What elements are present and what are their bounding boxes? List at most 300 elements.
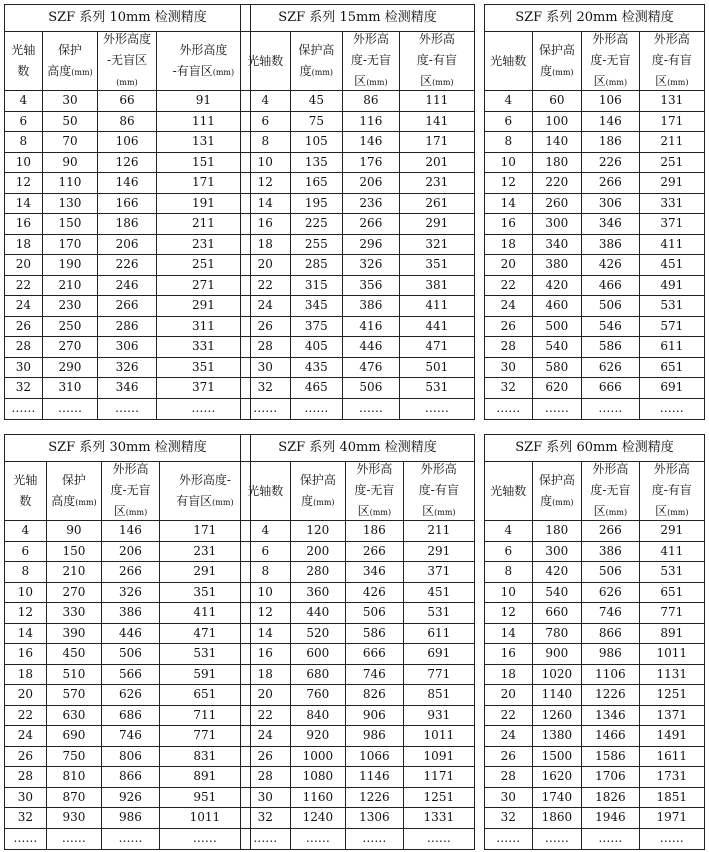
column-header-text: 光轴数 (490, 53, 527, 68)
table-cell: 1346 (582, 706, 639, 726)
column-header (160, 462, 250, 520)
table-row (485, 644, 704, 665)
table-cell: 346 (582, 214, 639, 234)
table-cell: 531 (193, 646, 217, 660)
column-header (582, 32, 639, 90)
table-body (485, 521, 704, 849)
table-cell: 28 (485, 767, 533, 787)
table-row (485, 194, 704, 215)
table-cell: 22 (485, 706, 533, 726)
table-cell: 300 (533, 542, 583, 562)
table-cell: …… (343, 399, 400, 420)
table-cell: 4 (485, 91, 533, 111)
table-cell: 171 (191, 175, 215, 189)
table-cell: 891 (193, 769, 217, 783)
column-header-line (419, 501, 459, 520)
table-cell: 146 (98, 173, 157, 193)
table-cell: 151 (191, 154, 215, 169)
unit-label: (mm) (212, 497, 234, 507)
column-header (98, 32, 157, 90)
table-cell: 10 (5, 153, 43, 173)
table-cell: 6 (5, 112, 43, 132)
table-cell: 600 (291, 644, 347, 664)
table-cell: 8 (241, 562, 291, 582)
table-cell: 131 (660, 93, 684, 107)
column-header-text: 保护高 (298, 42, 335, 57)
table-cell: 1586 (582, 747, 639, 767)
table-title: SZF 系列 60mm 检测精度 (485, 435, 704, 462)
table-cell: 86 (343, 91, 400, 111)
column-header-text: 度-有盲 (418, 483, 459, 497)
table-cell: 12 (485, 173, 533, 193)
table-cell: 171 (425, 134, 449, 148)
table-row (485, 235, 704, 256)
table-cell: 30 (485, 358, 533, 378)
table-cell: 130 (43, 194, 99, 214)
table-cell: 14 (485, 194, 533, 214)
table-cell: …… (98, 399, 157, 420)
table-cell: 206 (98, 235, 157, 255)
table-cell: 165 (291, 173, 344, 193)
table-cell: 321 (425, 236, 449, 251)
table-cell: 611 (660, 339, 684, 353)
table-cell: 446 (102, 624, 160, 644)
table-row (5, 521, 250, 542)
table-row (485, 173, 704, 194)
table-row (485, 808, 704, 829)
table-row (485, 317, 704, 338)
table-cell: 331 (660, 195, 684, 210)
table-row (5, 296, 250, 317)
table-cell: 471 (425, 339, 449, 353)
table-row (241, 296, 474, 317)
table-row (485, 583, 704, 604)
table-cell: …… (241, 829, 291, 850)
table-cell: 450 (47, 644, 103, 664)
unit-label: (mm) (71, 67, 93, 77)
unit-label: (mm) (552, 497, 574, 507)
table-row (5, 583, 250, 604)
table-cell: 291 (193, 564, 217, 578)
table-cell: 26 (241, 747, 291, 767)
table-cell: 24 (241, 726, 291, 746)
column-header-line (652, 71, 692, 90)
table-cell: 206 (102, 542, 160, 562)
table-cell: 451 (660, 257, 684, 271)
table-cell: 570 (47, 685, 103, 705)
table-cell: 506 (343, 378, 400, 398)
table-cell: 12 (5, 603, 47, 623)
table-cell: 651 (193, 687, 217, 701)
table-cell: 1851 (656, 789, 688, 804)
table-row (485, 542, 704, 563)
table-cell: 626 (582, 358, 639, 378)
table-row (5, 399, 250, 420)
table-cell: 451 (427, 584, 451, 599)
table-cell: 6 (485, 542, 533, 562)
table-cell: 1240 (291, 808, 347, 828)
table-cell: 381 (425, 277, 449, 292)
table-cell: 1131 (656, 666, 688, 681)
table-cell: 386 (102, 603, 160, 623)
table-cell: 110 (43, 173, 99, 193)
table-cell: 32 (241, 378, 291, 398)
table-cell: 91 (195, 93, 212, 107)
table-cell: 30 (43, 91, 99, 111)
table-cell: 1620 (533, 767, 583, 787)
precision-table-1 (4, 4, 251, 420)
table-cell: …… (291, 829, 347, 850)
table-cell: 686 (102, 706, 160, 726)
table-cell: 611 (427, 625, 451, 640)
table-cell: 1171 (423, 769, 455, 783)
table-cell: 266 (343, 214, 400, 234)
table-body (485, 91, 704, 419)
table-cell: 920 (291, 726, 347, 746)
table-row (485, 132, 704, 153)
table-header-row (241, 462, 474, 521)
column-header-line (173, 61, 234, 83)
table-cell: 211 (660, 134, 684, 148)
table-cell: 18 (5, 665, 47, 685)
table-cell: 416 (343, 317, 400, 337)
table-cell: 1066 (346, 747, 404, 767)
table-cell: 120 (291, 521, 347, 541)
table-cell: 806 (102, 747, 160, 767)
table-cell: …… (5, 399, 43, 420)
unit-label: (mm) (369, 508, 392, 517)
table-row (485, 829, 704, 850)
table-cell: 531 (425, 380, 449, 394)
column-header-text: 区 (655, 74, 668, 88)
table-cell: 690 (47, 726, 103, 746)
table-cell: 231 (425, 175, 449, 189)
table-cell: 866 (582, 624, 639, 644)
table-row (485, 112, 704, 133)
table-cell: 20 (485, 255, 533, 275)
table-cell: 22 (5, 706, 47, 726)
table-cell: 540 (533, 337, 583, 357)
table-row (5, 194, 250, 215)
table-cell: 1260 (533, 706, 583, 726)
table-cell: 291 (191, 298, 215, 312)
table-cell: …… (485, 829, 533, 850)
table-cell: 255 (291, 235, 344, 255)
table-row (485, 562, 704, 583)
table-cell: 30 (5, 358, 43, 378)
table-cell: 180 (533, 521, 583, 541)
table-row (5, 276, 250, 297)
table-cell: 266 (98, 296, 157, 316)
table-title: SZF 系列 40mm 检测精度 (241, 435, 474, 462)
table-cell: 826 (346, 685, 404, 705)
table-cell: 30 (5, 788, 47, 808)
table-row (5, 829, 250, 850)
table-cell: 626 (102, 685, 160, 705)
table-cell: 6 (241, 542, 291, 562)
table-cell: 186 (346, 521, 404, 541)
table-cell: 111 (425, 93, 449, 107)
table-cell: 371 (660, 216, 684, 230)
table-cell: 210 (47, 562, 103, 582)
table-cell: 176 (343, 153, 400, 173)
table-row (5, 726, 250, 747)
table-row (5, 153, 250, 174)
table-cell: 1371 (656, 707, 688, 722)
column-header-text: 高度 (47, 63, 72, 78)
table-cell: 4 (5, 521, 47, 541)
table-row (241, 399, 474, 420)
table-cell: 440 (291, 603, 347, 623)
table-cell: 246 (98, 276, 157, 296)
table-row (5, 91, 250, 112)
table-cell: 26 (485, 317, 533, 337)
table-cell: 220 (533, 173, 583, 193)
table-cell: 746 (102, 726, 160, 746)
table-cell: 22 (241, 706, 291, 726)
table-cell: 30 (241, 358, 291, 378)
column-header-text: 保护高 (299, 472, 336, 487)
table-cell: 651 (660, 359, 684, 374)
table-cell: 571 (660, 318, 684, 333)
table-cell: 195 (291, 194, 344, 214)
table-row (241, 583, 474, 604)
table-cell: 506 (582, 562, 639, 582)
table-cell: 231 (191, 236, 215, 251)
table-cell: 326 (343, 255, 400, 275)
table-row (5, 624, 250, 645)
column-header-text: 度-无盲 (110, 483, 151, 497)
table-cell: 1251 (656, 687, 688, 701)
table-cell: 12 (241, 173, 291, 193)
table-cell: 18 (5, 235, 43, 255)
table-cell: 351 (191, 359, 215, 374)
table-cell: 510 (47, 665, 103, 685)
table-cell: 6 (241, 112, 291, 132)
column-header-text: 数 (17, 64, 30, 78)
table-cell: 200 (291, 542, 347, 562)
table-title: SZF 系列 30mm 检测精度 (5, 435, 250, 462)
table-cell: 1380 (533, 726, 583, 746)
table-cell: 411 (425, 298, 449, 312)
table-cell: 380 (533, 255, 583, 275)
column-header-text: 度-无盲 (350, 53, 391, 67)
column-header (5, 462, 47, 520)
table-cell: 291 (425, 216, 449, 230)
table-cell: 16 (5, 214, 43, 234)
column-header-text: 外形高 (420, 462, 457, 476)
table-cell: 471 (193, 625, 217, 640)
table-cell: 666 (582, 378, 639, 398)
table-row (241, 153, 474, 174)
table-cell: 270 (47, 583, 103, 603)
table-cell: 100 (533, 112, 583, 132)
table-cell: 771 (660, 605, 684, 619)
table-cell: 190 (43, 255, 99, 275)
table-cell: 840 (291, 706, 347, 726)
table-cell: 1146 (346, 767, 404, 787)
column-header-text: 外形高度 (103, 32, 152, 46)
table-cell: 70 (43, 132, 99, 152)
column-header (485, 32, 533, 90)
table-row (485, 603, 704, 624)
table-cell: 16 (5, 644, 47, 664)
table-cell: …… (659, 830, 684, 845)
table-cell: 20 (241, 685, 291, 705)
column-header-text: 区 (420, 74, 433, 88)
column-header-text: 度 (540, 63, 553, 78)
column-header-text: 区 (422, 504, 435, 518)
table-cell: 26 (5, 747, 47, 767)
table-cell: 491 (660, 277, 684, 292)
table-cell: 24 (485, 296, 533, 316)
table-header-row (485, 32, 704, 91)
column-header-text: 外形高 (653, 32, 690, 46)
table-cell: 90 (43, 153, 99, 173)
table-cell: 16 (241, 644, 291, 664)
table-row (241, 214, 474, 235)
column-header-text: 保护 (61, 472, 86, 487)
table-row (241, 788, 474, 809)
column-header-text: 外形高 (592, 462, 629, 476)
table-cell: 266 (582, 173, 639, 193)
table-cell: …… (47, 829, 103, 850)
table-cell: 306 (582, 194, 639, 214)
unit-label: (mm) (432, 78, 454, 87)
table-cell: 10 (241, 583, 291, 603)
precision-table-4 (4, 434, 251, 850)
table-cell: 1740 (533, 788, 583, 808)
table-cell: 266 (582, 521, 639, 541)
table-cell: 280 (291, 562, 347, 582)
table-cell: 426 (582, 255, 639, 275)
table-cell: 28 (5, 337, 43, 357)
table-cell: 106 (582, 91, 639, 111)
column-header-text: 度 (301, 493, 314, 508)
column-header-line (652, 501, 692, 520)
table-cell: 866 (102, 767, 160, 787)
table-cell: 250 (43, 317, 99, 337)
table-row (485, 685, 704, 706)
table-cell: 506 (582, 296, 639, 316)
unit-label: (mm) (212, 67, 235, 77)
table-cell: 18 (485, 235, 533, 255)
table-cell: …… (241, 399, 291, 420)
table-cell: 351 (193, 584, 217, 599)
table-cell: 106 (98, 132, 157, 152)
table-row (241, 112, 474, 133)
table-row (485, 624, 704, 645)
column-header (485, 462, 533, 520)
table-cell: 330 (47, 603, 103, 623)
table-cell: 346 (346, 562, 404, 582)
table-cell: 315 (291, 276, 344, 296)
table-cell: 1971 (656, 810, 688, 824)
table-cell: 441 (425, 318, 449, 333)
table-row (485, 399, 704, 420)
column-header (582, 462, 639, 520)
table-cell: 261 (425, 195, 449, 210)
table-row (5, 173, 250, 194)
table-cell: 746 (346, 665, 404, 685)
column-header-text: 区 (357, 504, 370, 518)
table-cell: 206 (343, 173, 400, 193)
table-cell: 666 (346, 644, 404, 664)
table-cell: 591 (193, 666, 217, 681)
table-row (5, 317, 250, 338)
unit-label: (mm) (75, 497, 97, 507)
column-header-text: 度-无盲 (590, 483, 631, 497)
table-cell: 386 (582, 235, 639, 255)
table-cell: 930 (47, 808, 103, 828)
column-header (157, 32, 250, 90)
column-header-text: 外形高 (356, 462, 393, 476)
table-row (485, 358, 704, 379)
table-cell: 375 (291, 317, 344, 337)
table-cell: 20 (5, 685, 47, 705)
table-cell: 6 (485, 112, 533, 132)
table-cell: 211 (427, 523, 451, 537)
table-cell: 32 (5, 378, 43, 398)
table-row (241, 276, 474, 297)
table-cell: 32 (485, 808, 533, 828)
table-cell: 10 (241, 153, 291, 173)
table-cell: 405 (291, 337, 344, 357)
column-header-text: 度-无盲 (354, 483, 395, 497)
table-row (485, 747, 704, 768)
table-cell: 20 (5, 255, 43, 275)
table-cell: …… (582, 399, 639, 420)
table-body (5, 91, 250, 419)
table-cell: 986 (582, 644, 639, 664)
table-cell: 230 (43, 296, 99, 316)
table-cell: 446 (343, 337, 400, 357)
table-cell: …… (5, 829, 47, 850)
table-row (241, 829, 474, 850)
table-row (5, 644, 250, 665)
table-cell: 371 (191, 380, 215, 394)
table-cell: 630 (47, 706, 103, 726)
column-header-text: -无盲区 (106, 53, 148, 67)
precision-table-6 (484, 434, 705, 850)
table-body (5, 521, 250, 849)
table-cell: 906 (346, 706, 404, 726)
table-cell: 420 (533, 562, 583, 582)
table-row (241, 173, 474, 194)
table-cell: 546 (582, 317, 639, 337)
table-cell: 18 (241, 235, 291, 255)
table-row (241, 603, 474, 624)
table-row (485, 788, 704, 809)
table-row (241, 378, 474, 399)
table-cell: 531 (427, 605, 451, 619)
table-cell: 1080 (291, 767, 347, 787)
column-header-text: 光轴数 (490, 483, 527, 498)
table-cell: 26 (485, 747, 533, 767)
column-header-line (51, 491, 96, 513)
table-row (485, 726, 704, 747)
table-cell: 870 (47, 788, 103, 808)
table-cell: 171 (193, 523, 217, 537)
column-header-text: 度-无盲 (590, 53, 631, 67)
table-row (5, 358, 250, 379)
table-cell: …… (102, 829, 160, 850)
table-cell: …… (191, 400, 216, 415)
table-cell: 291 (660, 175, 684, 189)
column-header-text: 光轴 (13, 473, 38, 487)
table-cell: 24 (5, 726, 47, 746)
table-row (485, 153, 704, 174)
